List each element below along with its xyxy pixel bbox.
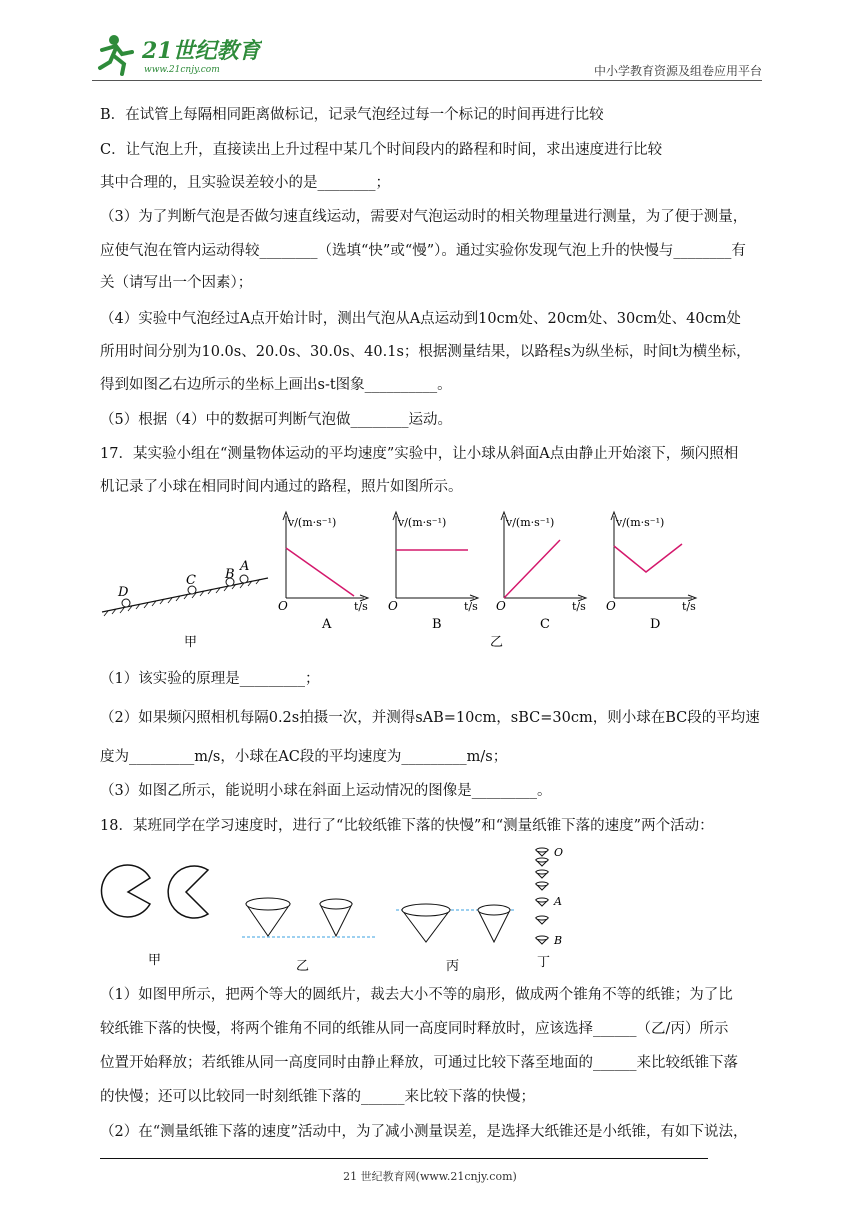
origin-label: O [606, 599, 616, 613]
ramp-label-c: C [186, 573, 196, 588]
q18-figure [96, 842, 576, 972]
mark-o: O [554, 846, 564, 859]
text-line: （5）根据（4）中的数据可判断气泡做________运动。 [100, 412, 452, 428]
footer-text: 21 世纪教育网(www.21cnjy.com) [343, 1170, 517, 1183]
origin-label: O [496, 599, 506, 613]
ramp-label-a: A [240, 559, 250, 574]
text-line: 关（请写出一个因素）； [100, 275, 253, 291]
y-axis-label: v/(m·s⁻¹) [616, 516, 665, 529]
graph-c [496, 512, 586, 632]
fig-caption-yi: 乙 [296, 959, 310, 972]
cut-disc-2 [168, 866, 208, 918]
y-axis-label: v/(m·s⁻¹) [288, 516, 337, 529]
graph-label: A [322, 617, 332, 632]
text-line: 18．某班同学在学习速度时，进行了“比较纸锥下落的快慢”和“测量纸锥下落的速度”两个活动： [100, 818, 714, 834]
graph-label: D [650, 617, 661, 632]
graph-label: C [540, 617, 550, 632]
origin-label: O [388, 599, 398, 613]
site-logo [92, 30, 262, 78]
text-line: （2）如果频闪照相机每隔0.2s拍摄一次，并测得sAB=10cm，sBC=30cm，则小球在BC段的平均速 [100, 710, 760, 726]
y-axis-label: v/(m·s⁻¹) [398, 516, 447, 529]
x-axis-label: t/s [682, 600, 696, 613]
header-divider [92, 80, 762, 81]
text-line: （3）为了判断气泡是否做匀速直线运动，需要对气泡运动时的相关物理量进行测量，为了便于测量， [100, 209, 748, 225]
fig-caption-bing: 丙 [446, 959, 460, 972]
text-line: 17．某实验小组在“测量物体运动的平均速度”实验中，让小球从斜面A点由静止开始滚下，频闪照相 [100, 446, 739, 462]
text-line: C．让气泡上升，直接读出上升过程中某几个时间段内的路程和时间，求出速度进行比较 [100, 142, 663, 158]
ramp-diagram [102, 559, 268, 616]
text-line: 度为_________m/s，小球在AC段的平均速度为_________m/s； [100, 749, 508, 765]
text-line: （1）如图甲所示，把两个等大的圆纸片，裁去大小不等的扇形，做成两个锥角不等的纸锥；为了比 [100, 987, 733, 1003]
logo-text: 21世纪教育 [142, 38, 261, 64]
text-line: （4）实验中气泡经过A点开始计时，测出气泡从A点运动到10cm处、20cm处、30cm处、40cm处 [100, 311, 741, 327]
header-platform-text: 中小学教育资源及组卷应用平台 [593, 64, 762, 78]
footer-divider [100, 1158, 708, 1159]
ramp-label-d: D [118, 585, 129, 600]
graph-b [388, 512, 478, 632]
logo-sub: www.21cnjy.com [144, 65, 220, 75]
graph-a [278, 512, 368, 632]
origin-label: O [278, 599, 288, 613]
cut-disc-1 [101, 865, 150, 917]
cone-sequence [536, 848, 548, 944]
fig-caption-jia: 甲 [148, 953, 162, 968]
text-line: （2）在“测量纸锥下落的速度”活动中，为了减小测量误差，是选择大纸锥还是小纸锥，有如下说法， [100, 1124, 748, 1140]
figure-caption-jia: 甲 [184, 635, 198, 648]
text-line: 位置开始释放；若纸锥从同一高度同时由静止释放，可通过比较下落至地面的______来比较纸锥下落 [100, 1055, 738, 1071]
text-line: 机记录了小球在相同时间内通过的路程，照片如图所示。 [100, 479, 463, 495]
text-line: （3）如图乙所示，能说明小球在斜面上运动情况的图像是_________。 [100, 783, 552, 799]
y-axis-label: v/(m·s⁻¹) [506, 516, 555, 529]
x-axis-label: t/s [354, 600, 368, 613]
x-axis-label: t/s [464, 600, 478, 613]
graph-d [606, 512, 696, 632]
text-line: 得到如图乙右边所示的坐标上画出s-t图象__________。 [100, 377, 452, 393]
text-line: 较纸锥下落的快慢，将两个锥角不同的纸锥从同一高度同时释放时，应该选择______（乙/丙）所示 [100, 1021, 729, 1037]
text-line: 应使气泡在管内运动得较________（选填“快”或“慢”）。通过实验你发现气泡上升的快慢与________有 [100, 243, 746, 259]
q17-figure [98, 508, 708, 648]
mark-b: B [554, 934, 563, 947]
text-line: B．在试管上每隔相同距离做标记，记录气泡经过每一个标记的时间再进行比较 [100, 107, 604, 123]
figure-caption-yi: 乙 [490, 635, 504, 648]
ramp-label-b: B [225, 567, 235, 582]
x-axis-label: t/s [572, 600, 586, 613]
text-line: 的快慢；还可以比较同一时刻纸锥下落的______来比较下落的快慢； [100, 1089, 535, 1105]
fig-caption-ding: 丁 [537, 955, 551, 970]
mark-a: A [554, 895, 562, 908]
text-line: 所用时间分别为10.0s、20.0s、30.0s、40.1s；根据测量结果，以路程s为纵坐标，时间t为横坐标， [100, 344, 751, 360]
text-line: 其中合理的，且实验误差较小的是________； [100, 175, 390, 191]
text-line: （1）该实验的原理是_________； [100, 671, 320, 687]
graph-label: B [432, 617, 442, 632]
